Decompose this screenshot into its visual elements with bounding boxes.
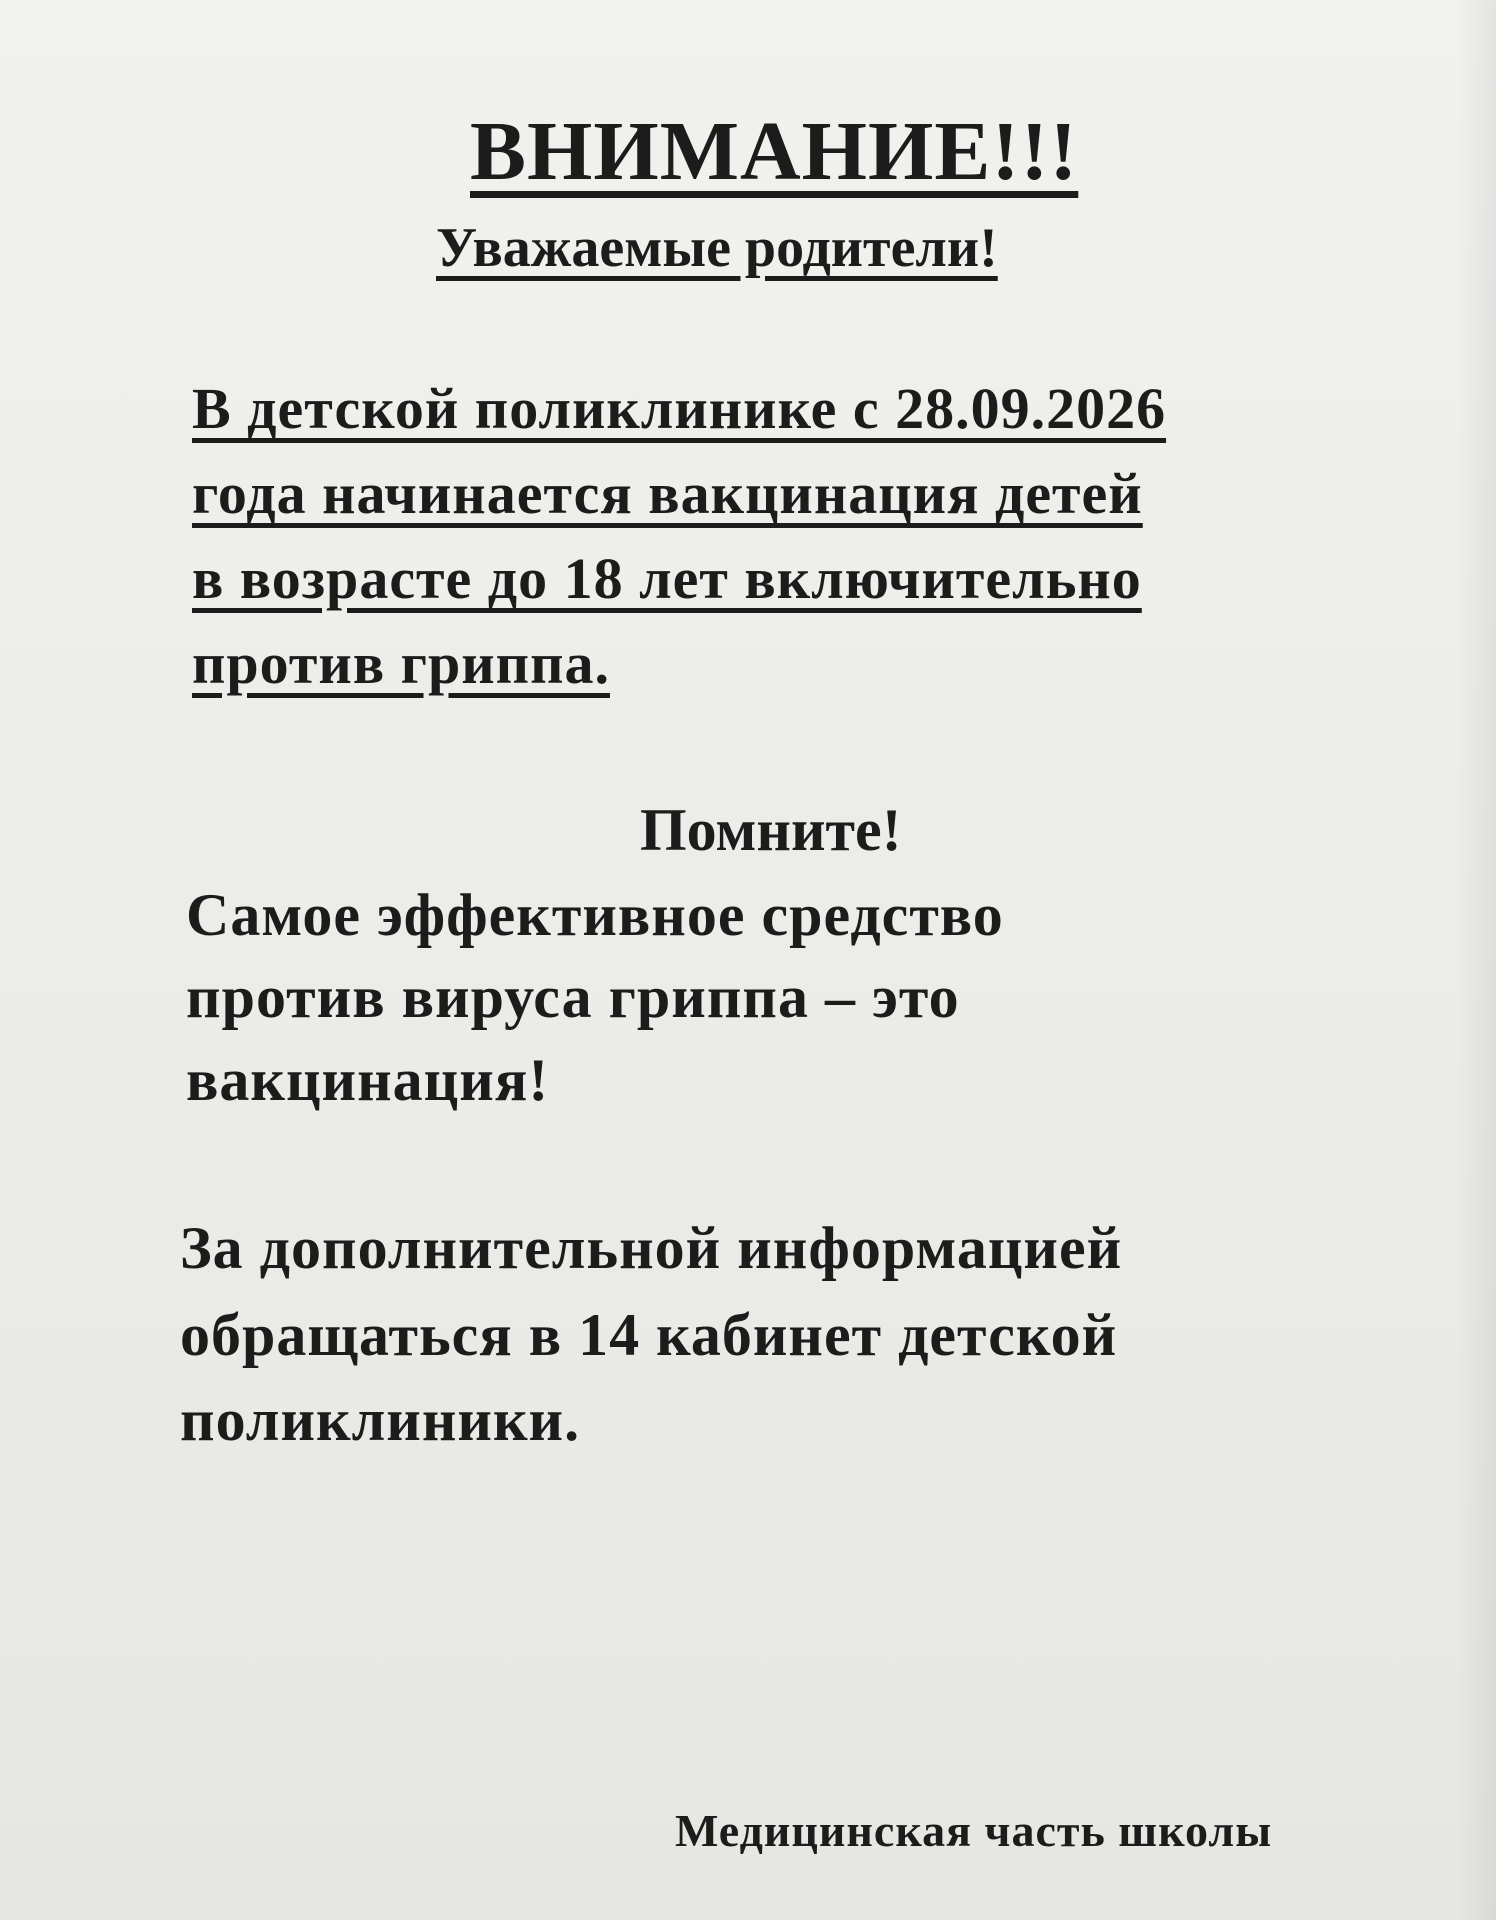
announcement-line: в возрасте до 18 лет включительно [192, 546, 1142, 611]
contact-line: обращаться в 14 кабинет детской [180, 1302, 1118, 1368]
remember-line: Самое эффективное средство [186, 882, 1004, 948]
paper-edge-shadow [1456, 0, 1496, 1920]
contact-line: За дополнительной информацией [180, 1215, 1123, 1281]
notice-subtitle: Уважаемые родители! [436, 217, 998, 279]
contact-line: поликлиники. [180, 1387, 581, 1453]
remember-line: против вируса гриппа – это [186, 964, 960, 1030]
remember-heading: Помните! [640, 797, 902, 863]
announcement-line: В детской поликлинике с 28.09.2026 [192, 376, 1167, 441]
announcement-line: против гриппа. [192, 631, 610, 696]
signature: Медицинская часть школы [675, 1805, 1273, 1856]
remember-line: вакцинация! [186, 1047, 550, 1113]
notice-title: ВНИМАНИЕ!!! [470, 105, 1079, 198]
announcement-line: года начинается вакцинация детей [192, 461, 1143, 526]
